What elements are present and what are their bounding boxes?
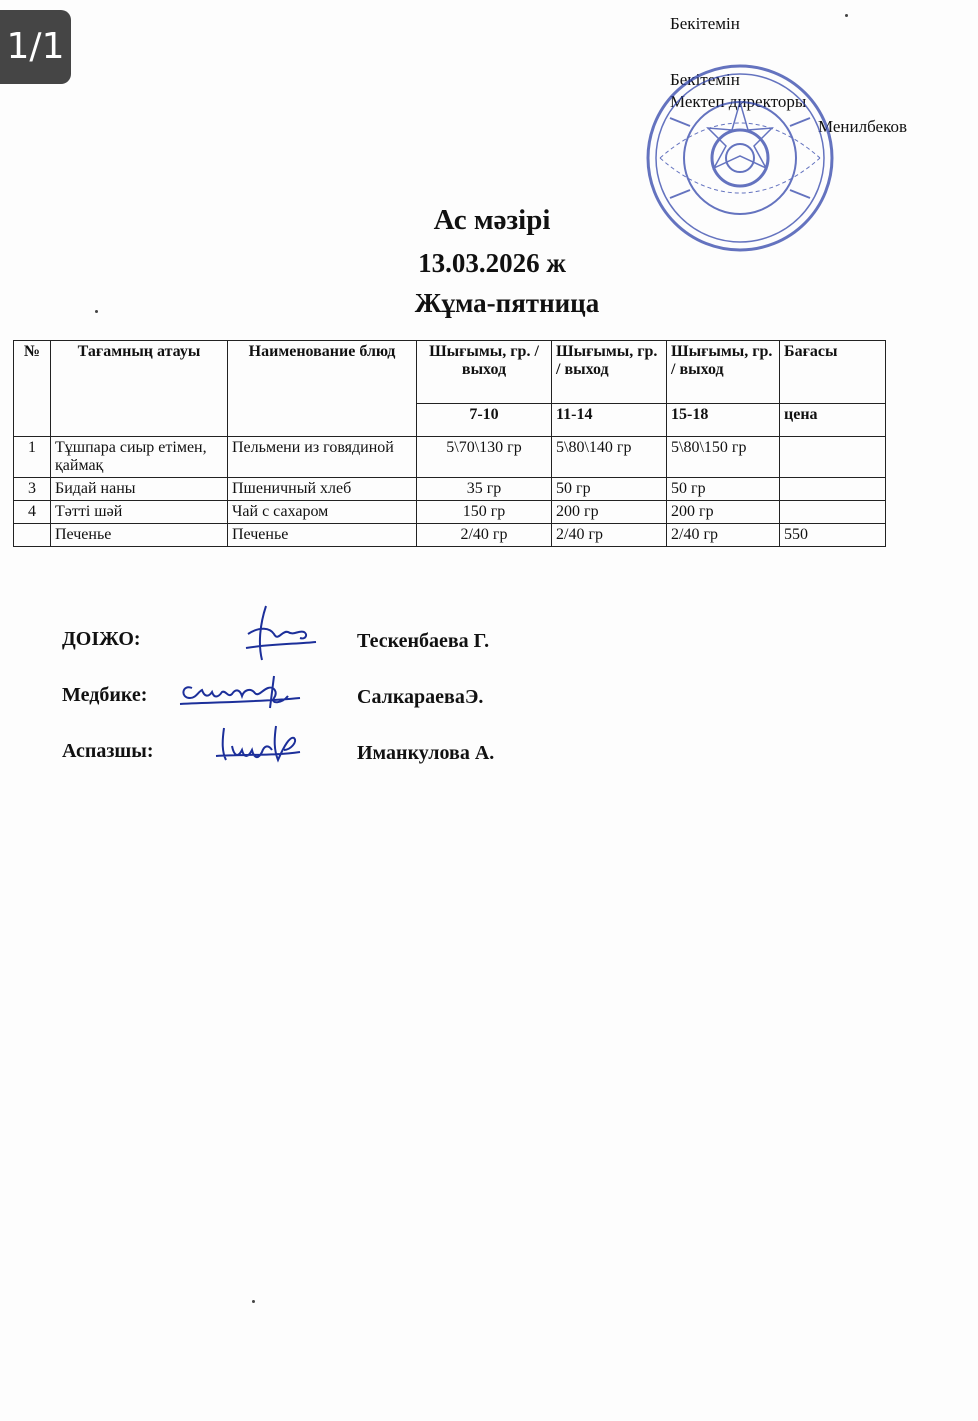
header-num: №	[14, 341, 51, 437]
row-num: 4	[14, 501, 51, 524]
approval-line-1: Бекітемін	[670, 14, 740, 33]
row-name-kz: Тұшпара сиыр етімен, қаймақ	[51, 437, 228, 478]
row-name-ru: Пшеничный хлеб	[228, 478, 417, 501]
signature-role-medbike: Медбике:	[62, 684, 148, 706]
header-price-kz: Бағасы	[780, 341, 886, 404]
row-name-kz: Бидай наны	[51, 478, 228, 501]
row-output-1: 5\70\130 гр	[417, 437, 552, 478]
header-age-3: 15-18	[667, 404, 780, 437]
table-header-row	[14, 341, 886, 404]
approval-line-3: Мектеп директоры	[670, 92, 807, 111]
row-output-2: 200 гр	[552, 501, 667, 524]
header-output-1: Шығымы, гр. / выход	[417, 341, 552, 404]
speck	[95, 310, 98, 313]
handwritten-signature	[240, 604, 320, 664]
row-price	[780, 478, 886, 501]
row-output-3: 200 гр	[667, 501, 780, 524]
header-name-ru: Наименование блюд	[228, 341, 417, 437]
header-output-2: Шығымы, гр. / выход	[552, 341, 667, 404]
handwritten-signature	[178, 668, 308, 718]
header-price-ru: цена	[780, 404, 886, 437]
row-output-3: 5\80\150 гр	[667, 437, 780, 478]
header-age-1: 7-10	[417, 404, 552, 437]
speck	[252, 1300, 255, 1303]
header-age-2: 11-14	[552, 404, 667, 437]
row-output-2: 2/40 гр	[552, 524, 667, 547]
row-name-ru: Чай с сахаром	[228, 501, 417, 524]
table-row	[14, 524, 886, 547]
row-output-3: 2/40 гр	[667, 524, 780, 547]
row-output-1: 2/40 гр	[417, 524, 552, 547]
signature-role-aspazshy: Аспазшы:	[62, 740, 154, 762]
row-num: 1	[14, 437, 51, 478]
approval-line-4: Менилбеков	[818, 117, 908, 136]
row-output-1: 150 гр	[417, 501, 552, 524]
row-price	[780, 501, 886, 524]
speck	[845, 14, 848, 17]
menu-title: Ас мәзірі	[433, 204, 551, 236]
table-row	[14, 478, 886, 501]
row-name-ru: Пельмени из говядиной	[228, 437, 417, 478]
signature-name-aspazshy: Иманкулова А.	[357, 742, 495, 764]
header-name-kz: Тағамның атауы	[51, 341, 228, 437]
row-output-1: 35 гр	[417, 478, 552, 501]
menu-weekday: Жұма-пятница	[414, 288, 600, 318]
row-name-ru: Печенье	[228, 524, 417, 547]
page-indicator: 1/1	[0, 10, 71, 84]
signature-name-dozho: Тескенбаева Г.	[357, 630, 490, 652]
row-num	[14, 524, 51, 547]
row-price	[780, 437, 886, 478]
table-row	[14, 437, 886, 478]
row-output-2: 50 гр	[552, 478, 667, 501]
row-name-kz: Тәтті шәй	[51, 501, 228, 524]
header-output-3: Шығымы, гр. / выход	[667, 341, 780, 404]
row-num: 3	[14, 478, 51, 501]
handwritten-signature	[214, 716, 304, 772]
signature-role-dozho: ДОІЖО:	[62, 628, 141, 650]
signature-name-medbike: СалкараеваЭ.	[357, 686, 484, 708]
row-output-2: 5\80\140 гр	[552, 437, 667, 478]
table-row	[14, 501, 886, 524]
row-price: 550	[780, 524, 886, 547]
official-stamp	[640, 58, 840, 258]
row-output-3: 50 гр	[667, 478, 780, 501]
menu-table	[13, 340, 886, 547]
row-name-kz: Печенье	[51, 524, 228, 547]
approval-line-2: Бекітемін	[670, 70, 740, 89]
menu-date: 13.03.2026 ж	[418, 248, 566, 278]
